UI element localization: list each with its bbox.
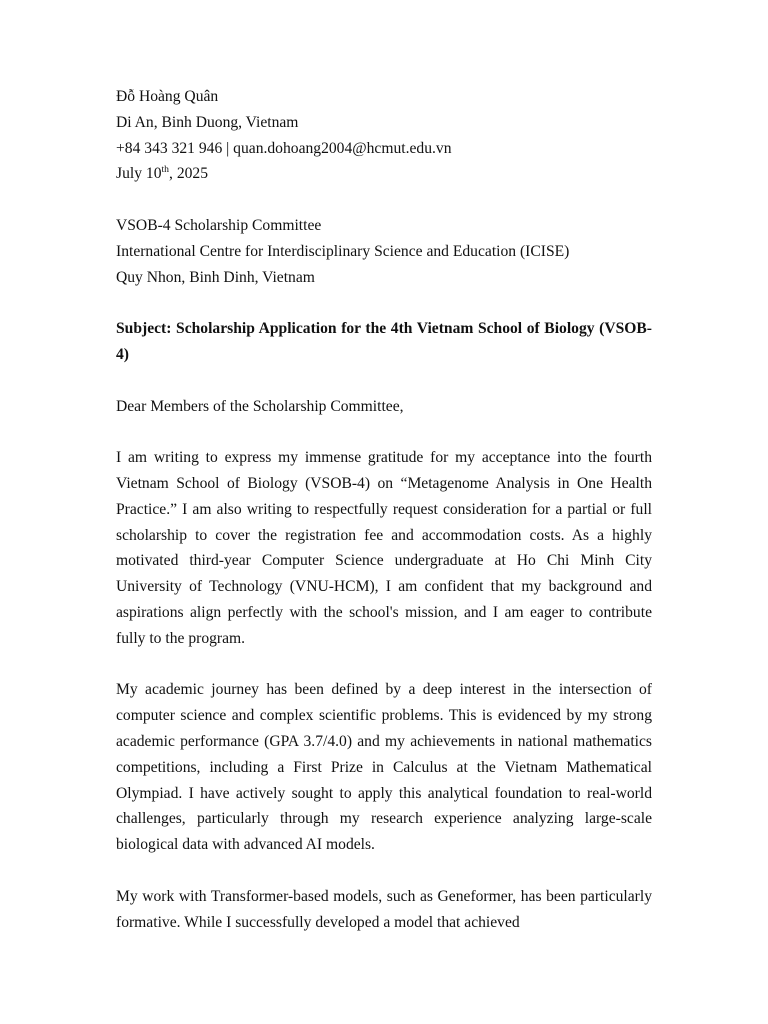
- letter-date: [116, 161, 652, 187]
- recipient-line-2: International Centre for Interdisciplinary Science and Education (ICISE): [116, 242, 570, 260]
- salutation: Dear Members of the Scholarship Committee,: [116, 397, 404, 415]
- recipient-line-3: Quy Nhon, Binh Dinh, Vietnam: [116, 268, 315, 286]
- sender-address: Di An, Binh Duong, Vietnam: [116, 113, 299, 131]
- date-year: , 2025: [169, 165, 208, 183]
- recipient-block: [116, 213, 652, 290]
- sender-contact: +84 343 321 946 | quan.dohoang2004@hcmut.edu.vn: [116, 139, 452, 157]
- body-paragraph-2: My academic journey has been defined by a deep interest in the intersection of computer science and complex scientific problems. This is evidenced by my strong academic performance (GPA 3.7/4.0) and my achievements in national mathematics competitions, including a First Prize in Calculus at the Vietnam Mathematical Olympiad. I have actively sought to apply this analytical foundation to real-world challenges, particularly through my research experience analyzing large-scale biological data with advanced AI models.: [116, 681, 652, 854]
- body-paragraph-1: I am writing to express my immense gratitude for my acceptance into the fourth Vietnam School of Biology (VSOB-4) on “Metagenome Analysis in One Health Practice.” I am also writing to respectfully request consideration for a partial or full scholarship to cover the registration fee and accommodation costs. As a highly motivated third-year Computer Science undergraduate at Ho Chi Minh City University of Technology (VNU-HCM), I am confident that my background and aspirations align perfectly with the school's mission, and I am eager to contribute fully to the program.: [116, 449, 652, 647]
- recipient-line-1: VSOB-4 Scholarship Committee: [116, 216, 322, 234]
- date-ordinal-suffix: th: [161, 164, 170, 176]
- sender-name: Đỗ Hoàng Quân: [116, 88, 219, 105]
- subject-line: Subject: Scholarship Application for the 4th Vietnam School of Biology (VSOB-4): [116, 320, 652, 363]
- letter-body: [116, 84, 652, 961]
- date-month-day: July 10: [116, 165, 162, 183]
- body-paragraph-3: My work with Transformer-based models, such as Geneformer, has been particularly formative. While I successfully developed a model that achieved: [116, 887, 652, 931]
- sender-block: [116, 84, 652, 187]
